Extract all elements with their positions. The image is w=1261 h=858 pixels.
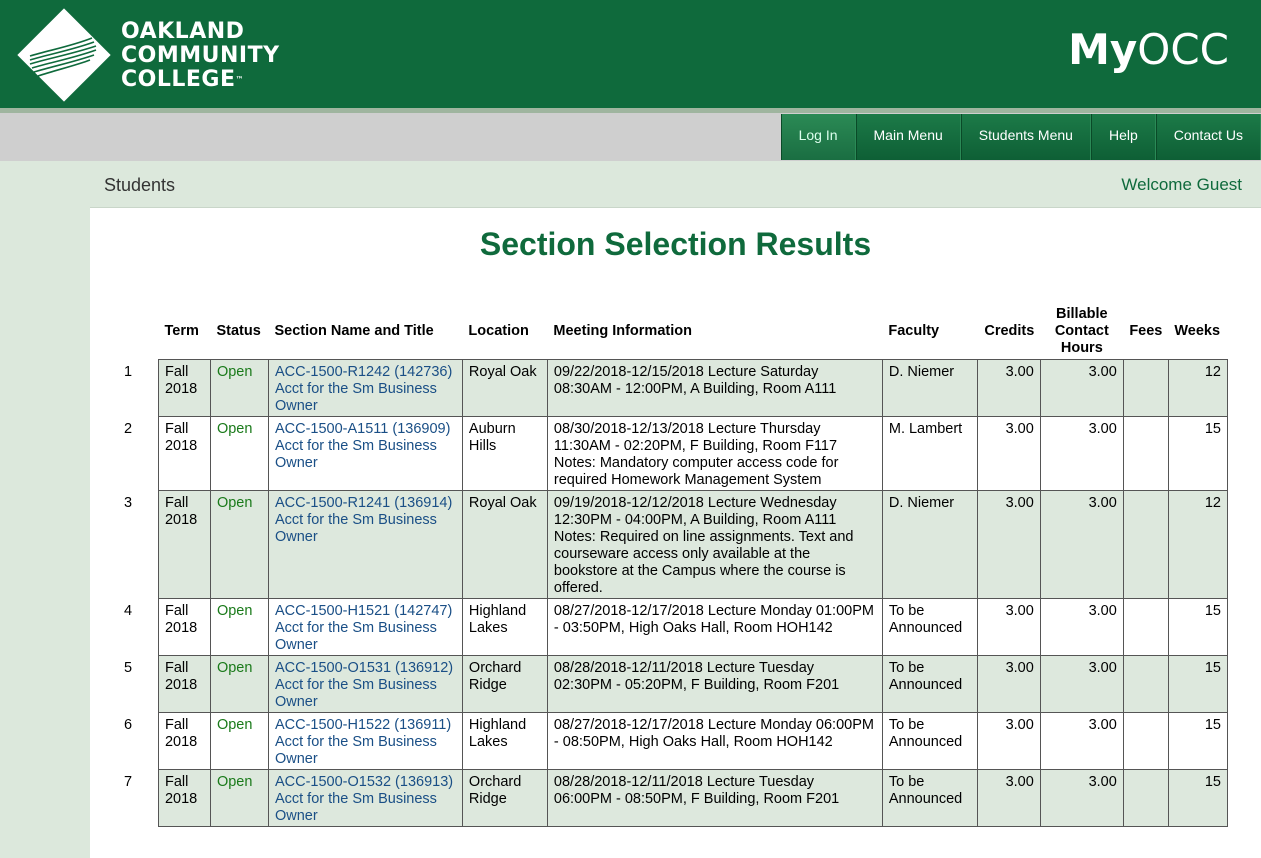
table-row [112, 417, 1228, 491]
term-cell: Fall 2018 [158, 599, 210, 656]
section-results-table [112, 304, 1228, 827]
faculty-cell: D. Niemer [882, 360, 977, 417]
col-fees: Fees [1129, 323, 1163, 339]
section-link[interactable]: ACC-1500-H1522 (136911) Acct for the Sm Business Owner [274, 717, 452, 767]
main-nav [781, 114, 1261, 160]
credits-cell: 3.00 [977, 599, 1040, 656]
location-cell: Orchard Ridge [462, 656, 547, 713]
section-cell [268, 417, 462, 491]
location-cell: Orchard Ridge [462, 770, 547, 827]
term-cell: Fall 2018 [158, 417, 210, 491]
meeting-cell: 08/28/2018-12/11/2018 Lecture Tuesday 06:00PM - 08:50PM, F Building, Room F201 [547, 770, 882, 827]
section-cell [268, 770, 462, 827]
row-number: 7 [124, 773, 133, 790]
status-cell [210, 417, 268, 491]
col-status: Status [216, 323, 261, 339]
credits-cell: 3.00 [977, 417, 1040, 491]
col-faculty: Faculty [888, 323, 940, 339]
fees-cell [1123, 491, 1168, 599]
location-cell: Royal Oak [462, 491, 547, 599]
section-link[interactable]: ACC-1500-R1241 (136914) Acct for the Sm Business Owner [274, 495, 453, 545]
section-cell [268, 360, 462, 417]
table-row [112, 491, 1228, 599]
col-contact-hours: Billable Contact Hours [1054, 306, 1109, 356]
meeting-cell: 08/28/2018-12/11/2018 Lecture Tuesday 02:30PM - 05:20PM, F Building, Room F201 [547, 656, 882, 713]
breadcrumb: Students [104, 175, 176, 195]
college-name-line-3: COLLEGE™ [121, 67, 244, 92]
term-cell: Fall 2018 [158, 770, 210, 827]
weeks-cell: 15 [1168, 770, 1227, 827]
credits-cell: 3.00 [977, 656, 1040, 713]
status-cell [210, 656, 268, 713]
term-cell: Fall 2018 [158, 360, 210, 417]
col-location: Location [468, 323, 529, 339]
table-row [112, 599, 1228, 656]
weeks-cell: 15 [1168, 713, 1227, 770]
fees-cell [1123, 770, 1168, 827]
status-cell [210, 360, 268, 417]
brand-my: My [1068, 25, 1138, 74]
status-text: Open [216, 774, 253, 790]
section-link[interactable]: ACC-1500-A1511 (136909) Acct for the Sm Business Owner [274, 421, 451, 471]
weeks-cell: 12 [1168, 491, 1227, 599]
term-cell: Fall 2018 [158, 656, 210, 713]
col-index [112, 304, 158, 360]
meeting-cell: 08/30/2018-12/13/2018 Lecture Thursday 11:30AM - 02:20PM, F Building, Room F117 Notes: Mandatory computer access code for required Homework Management System [547, 417, 882, 491]
weeks-cell: 15 [1168, 599, 1227, 656]
location-cell: Highland Lakes [462, 599, 547, 656]
col-section: Section Name and Title [274, 323, 434, 339]
fees-cell [1123, 599, 1168, 656]
status-text: Open [216, 660, 253, 676]
term-cell: Fall 2018 [158, 491, 210, 599]
nav-students-menu[interactable]: Students Menu [961, 114, 1091, 160]
meeting-cell: 09/22/2018-12/15/2018 Lecture Saturday 08:30AM - 12:00PM, A Building, Room A111 [547, 360, 882, 417]
faculty-cell: D. Niemer [882, 491, 977, 599]
contact-hours-cell: 3.00 [1040, 491, 1123, 599]
brand-occ: OCC [1137, 25, 1229, 74]
contact-hours-cell: 3.00 [1040, 599, 1123, 656]
col-credits: Credits [984, 323, 1035, 339]
meeting-cell: 08/27/2018-12/17/2018 Lecture Monday 06:00PM - 08:50PM, High Oaks Hall, Room HOH142 [547, 713, 882, 770]
faculty-cell: To be Announced [882, 656, 977, 713]
credits-cell: 3.00 [977, 713, 1040, 770]
row-number: 6 [124, 716, 133, 733]
faculty-cell: M. Lambert [882, 417, 977, 491]
credits-cell: 3.00 [977, 360, 1040, 417]
welcome-message: Welcome Guest [1121, 175, 1242, 194]
status-text: Open [216, 603, 253, 619]
status-cell [210, 599, 268, 656]
contact-hours-cell: 3.00 [1040, 360, 1123, 417]
nav-help[interactable]: Help [1091, 114, 1156, 160]
contact-hours-cell: 3.00 [1040, 417, 1123, 491]
status-cell [210, 491, 268, 599]
term-cell: Fall 2018 [158, 713, 210, 770]
section-link[interactable]: ACC-1500-H1521 (142747) Acct for the Sm Business Owner [274, 603, 453, 653]
college-name[interactable] [121, 20, 280, 92]
faculty-cell: To be Announced [882, 599, 977, 656]
location-cell: Royal Oak [462, 360, 547, 417]
status-text: Open [216, 717, 253, 733]
section-link[interactable]: ACC-1500-R1242 (142736) Acct for the Sm Business Owner [274, 364, 453, 414]
col-term: Term [164, 323, 199, 339]
fees-cell [1123, 360, 1168, 417]
myocc-brand[interactable] [1068, 26, 1229, 74]
contact-hours-cell: 3.00 [1040, 713, 1123, 770]
section-link[interactable]: ACC-1500-O1531 (136912) Acct for the Sm Business Owner [274, 660, 454, 710]
page-title: Section Selection Results [479, 226, 872, 262]
college-name-line-1: OAKLAND [121, 19, 245, 44]
status-cell [210, 770, 268, 827]
row-number: 4 [124, 602, 133, 619]
section-cell [268, 656, 462, 713]
status-text: Open [216, 495, 253, 511]
meeting-cell: 09/19/2018-12/12/2018 Lecture Wednesday 12:30PM - 04:00PM, A Building, Room A111 Notes: Required on line assignments. Text and courseware access only available at the bookstore at the Campus where the course is offered. [547, 491, 882, 599]
table-row [112, 360, 1228, 417]
col-weeks: Weeks [1174, 323, 1221, 339]
table-row [112, 770, 1228, 827]
section-link[interactable]: ACC-1500-O1532 (136913) Acct for the Sm Business Owner [274, 774, 454, 824]
credits-cell: 3.00 [977, 491, 1040, 599]
status-cell [210, 713, 268, 770]
table-row [112, 713, 1228, 770]
col-meeting: Meeting Information [553, 323, 692, 339]
table-header-row [112, 304, 1228, 360]
credits-cell: 3.00 [977, 770, 1040, 827]
row-number: 2 [124, 420, 133, 437]
row-number: 5 [124, 659, 133, 676]
logo-wave-icon [20, 10, 110, 100]
table-row [112, 656, 1228, 713]
college-name-line-2: COMMUNITY [121, 43, 280, 68]
section-cell [268, 713, 462, 770]
trademark: ™ [235, 75, 244, 84]
section-cell [268, 491, 462, 599]
status-text: Open [216, 421, 253, 437]
nav-log-in[interactable]: Log In [781, 114, 856, 160]
weeks-cell: 15 [1168, 656, 1227, 713]
weeks-cell: 12 [1168, 360, 1227, 417]
meeting-cell: 08/27/2018-12/17/2018 Lecture Monday 01:00PM - 03:50PM, High Oaks Hall, Room HOH142 [547, 599, 882, 656]
fees-cell [1123, 417, 1168, 491]
contact-hours-cell: 3.00 [1040, 770, 1123, 827]
location-cell: Highland Lakes [462, 713, 547, 770]
weeks-cell: 15 [1168, 417, 1227, 491]
row-number: 3 [124, 494, 133, 511]
row-number: 1 [124, 363, 133, 380]
faculty-cell: To be Announced [882, 770, 977, 827]
contact-hours-cell: 3.00 [1040, 656, 1123, 713]
faculty-cell: To be Announced [882, 713, 977, 770]
status-text: Open [216, 364, 253, 380]
fees-cell [1123, 713, 1168, 770]
fees-cell [1123, 656, 1168, 713]
section-cell [268, 599, 462, 656]
location-cell: Auburn Hills [462, 417, 547, 491]
nav-contact-us[interactable]: Contact Us [1156, 114, 1261, 160]
nav-main-menu[interactable]: Main Menu [856, 114, 961, 160]
